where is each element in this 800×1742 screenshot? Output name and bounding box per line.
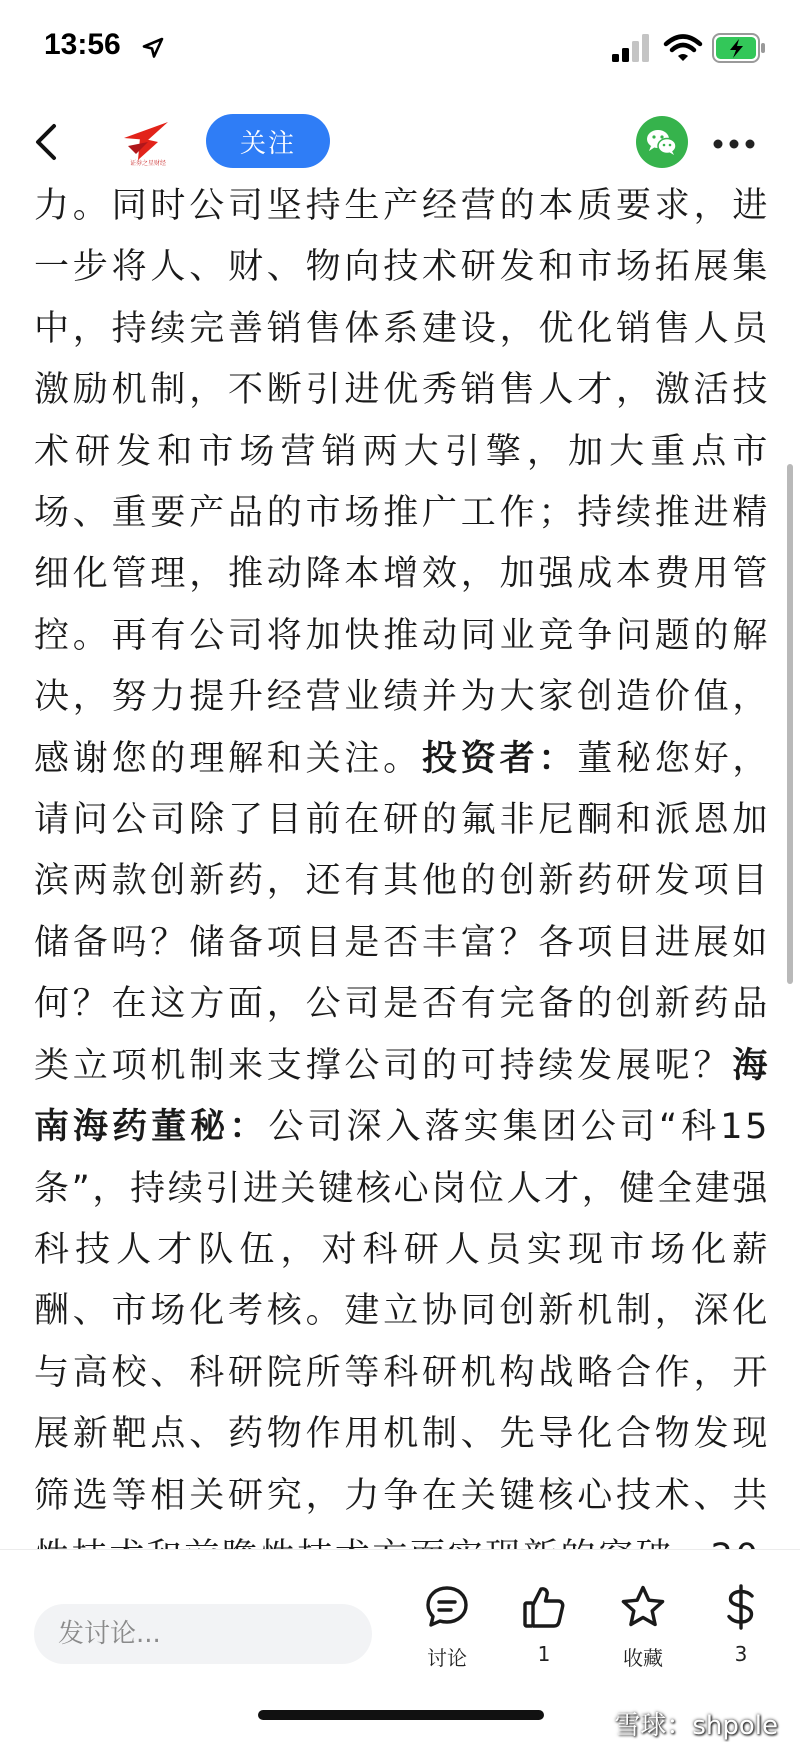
logo-caption: 证券之星财经 [129, 160, 166, 167]
favorite-label: 收藏 [623, 1646, 663, 1670]
battery-charging-icon [712, 33, 766, 63]
discuss-label: 讨论 [427, 1646, 467, 1670]
wechat-icon [636, 116, 688, 168]
like-button[interactable] [504, 1584, 584, 1684]
article-viewport [0, 178, 800, 1550]
more-options-icon[interactable] [712, 138, 756, 150]
home-indicator [258, 1710, 544, 1720]
discuss-button[interactable] [407, 1584, 487, 1684]
speaker-investor: 投资者： [421, 738, 578, 779]
follow-button[interactable]: 关注 [206, 114, 330, 168]
article-text [34, 176, 770, 1588]
article-paragraph-1: 力。同时公司坚持生产经营的本质要求，进一步将人、财、物向技术研发和市场拓展集中，持续完善销售体系建设，优化销售人员激励机制，不断引进优秀销售人才，激活技术研发和市场营销两大引擎，加大重点市场、重要产品的市场推广工作；持续推进精细化管理，推动降本增效，加强成本费用管控。再有公司将加快推动同业竞争问题的解决，努力提升经营业绩并为大家创造价值，感谢您的理解和关注。 [34, 186, 770, 779]
star-icon [620, 1584, 666, 1630]
scrollbar[interactable] [787, 464, 793, 984]
reward-count: 3 [734, 1642, 748, 1666]
cellular-signal-icon [612, 34, 652, 62]
wechat-share-button[interactable] [636, 116, 688, 168]
investor-question: 董秘您好，请问公司除了目前在研的氟非尼酮和派恩加滨两款创新药，还有其他的创新药研发项目储备吗？储备项目是否丰富？各项目进展如何？在这方面，公司是否有完备的创新药品类立项机制来支撑公司的可持续发展呢？ [34, 738, 770, 1086]
watermark: 雪球：shpole [614, 1711, 778, 1741]
reward-button[interactable] [701, 1584, 781, 1684]
app-header [0, 100, 800, 180]
wifi-icon [664, 33, 702, 63]
location-arrow-icon [141, 36, 165, 60]
dollar-sign-icon [718, 1584, 764, 1630]
like-count: 1 [537, 1642, 551, 1666]
discuss-bubble-icon [424, 1584, 470, 1630]
bottom-action-bar [0, 1550, 800, 1741]
thumbs-up-icon [521, 1584, 567, 1630]
comment-input[interactable] [34, 1604, 372, 1664]
status-bar [0, 0, 800, 100]
speaker-secretary: 海南海药董秘： [34, 1045, 770, 1148]
back-arrow-icon[interactable] [30, 122, 64, 162]
favorite-button[interactable] [603, 1584, 683, 1684]
secretary-answer: 公司深入落实集团公司“科15条”，持续引进关键核心岗位人才，健全建强科技人才队伍，对科研人员实现市场化薪酬、市场化考核。建立协同创新机制，深化与高校、科研院所等科研机构战略合作，开展新靶点、药物作用机制、先导化合物发现筛选等相关研究，力争在关键核心技术、共 [34, 1107, 770, 1516]
status-time: 13:56 [44, 28, 121, 61]
